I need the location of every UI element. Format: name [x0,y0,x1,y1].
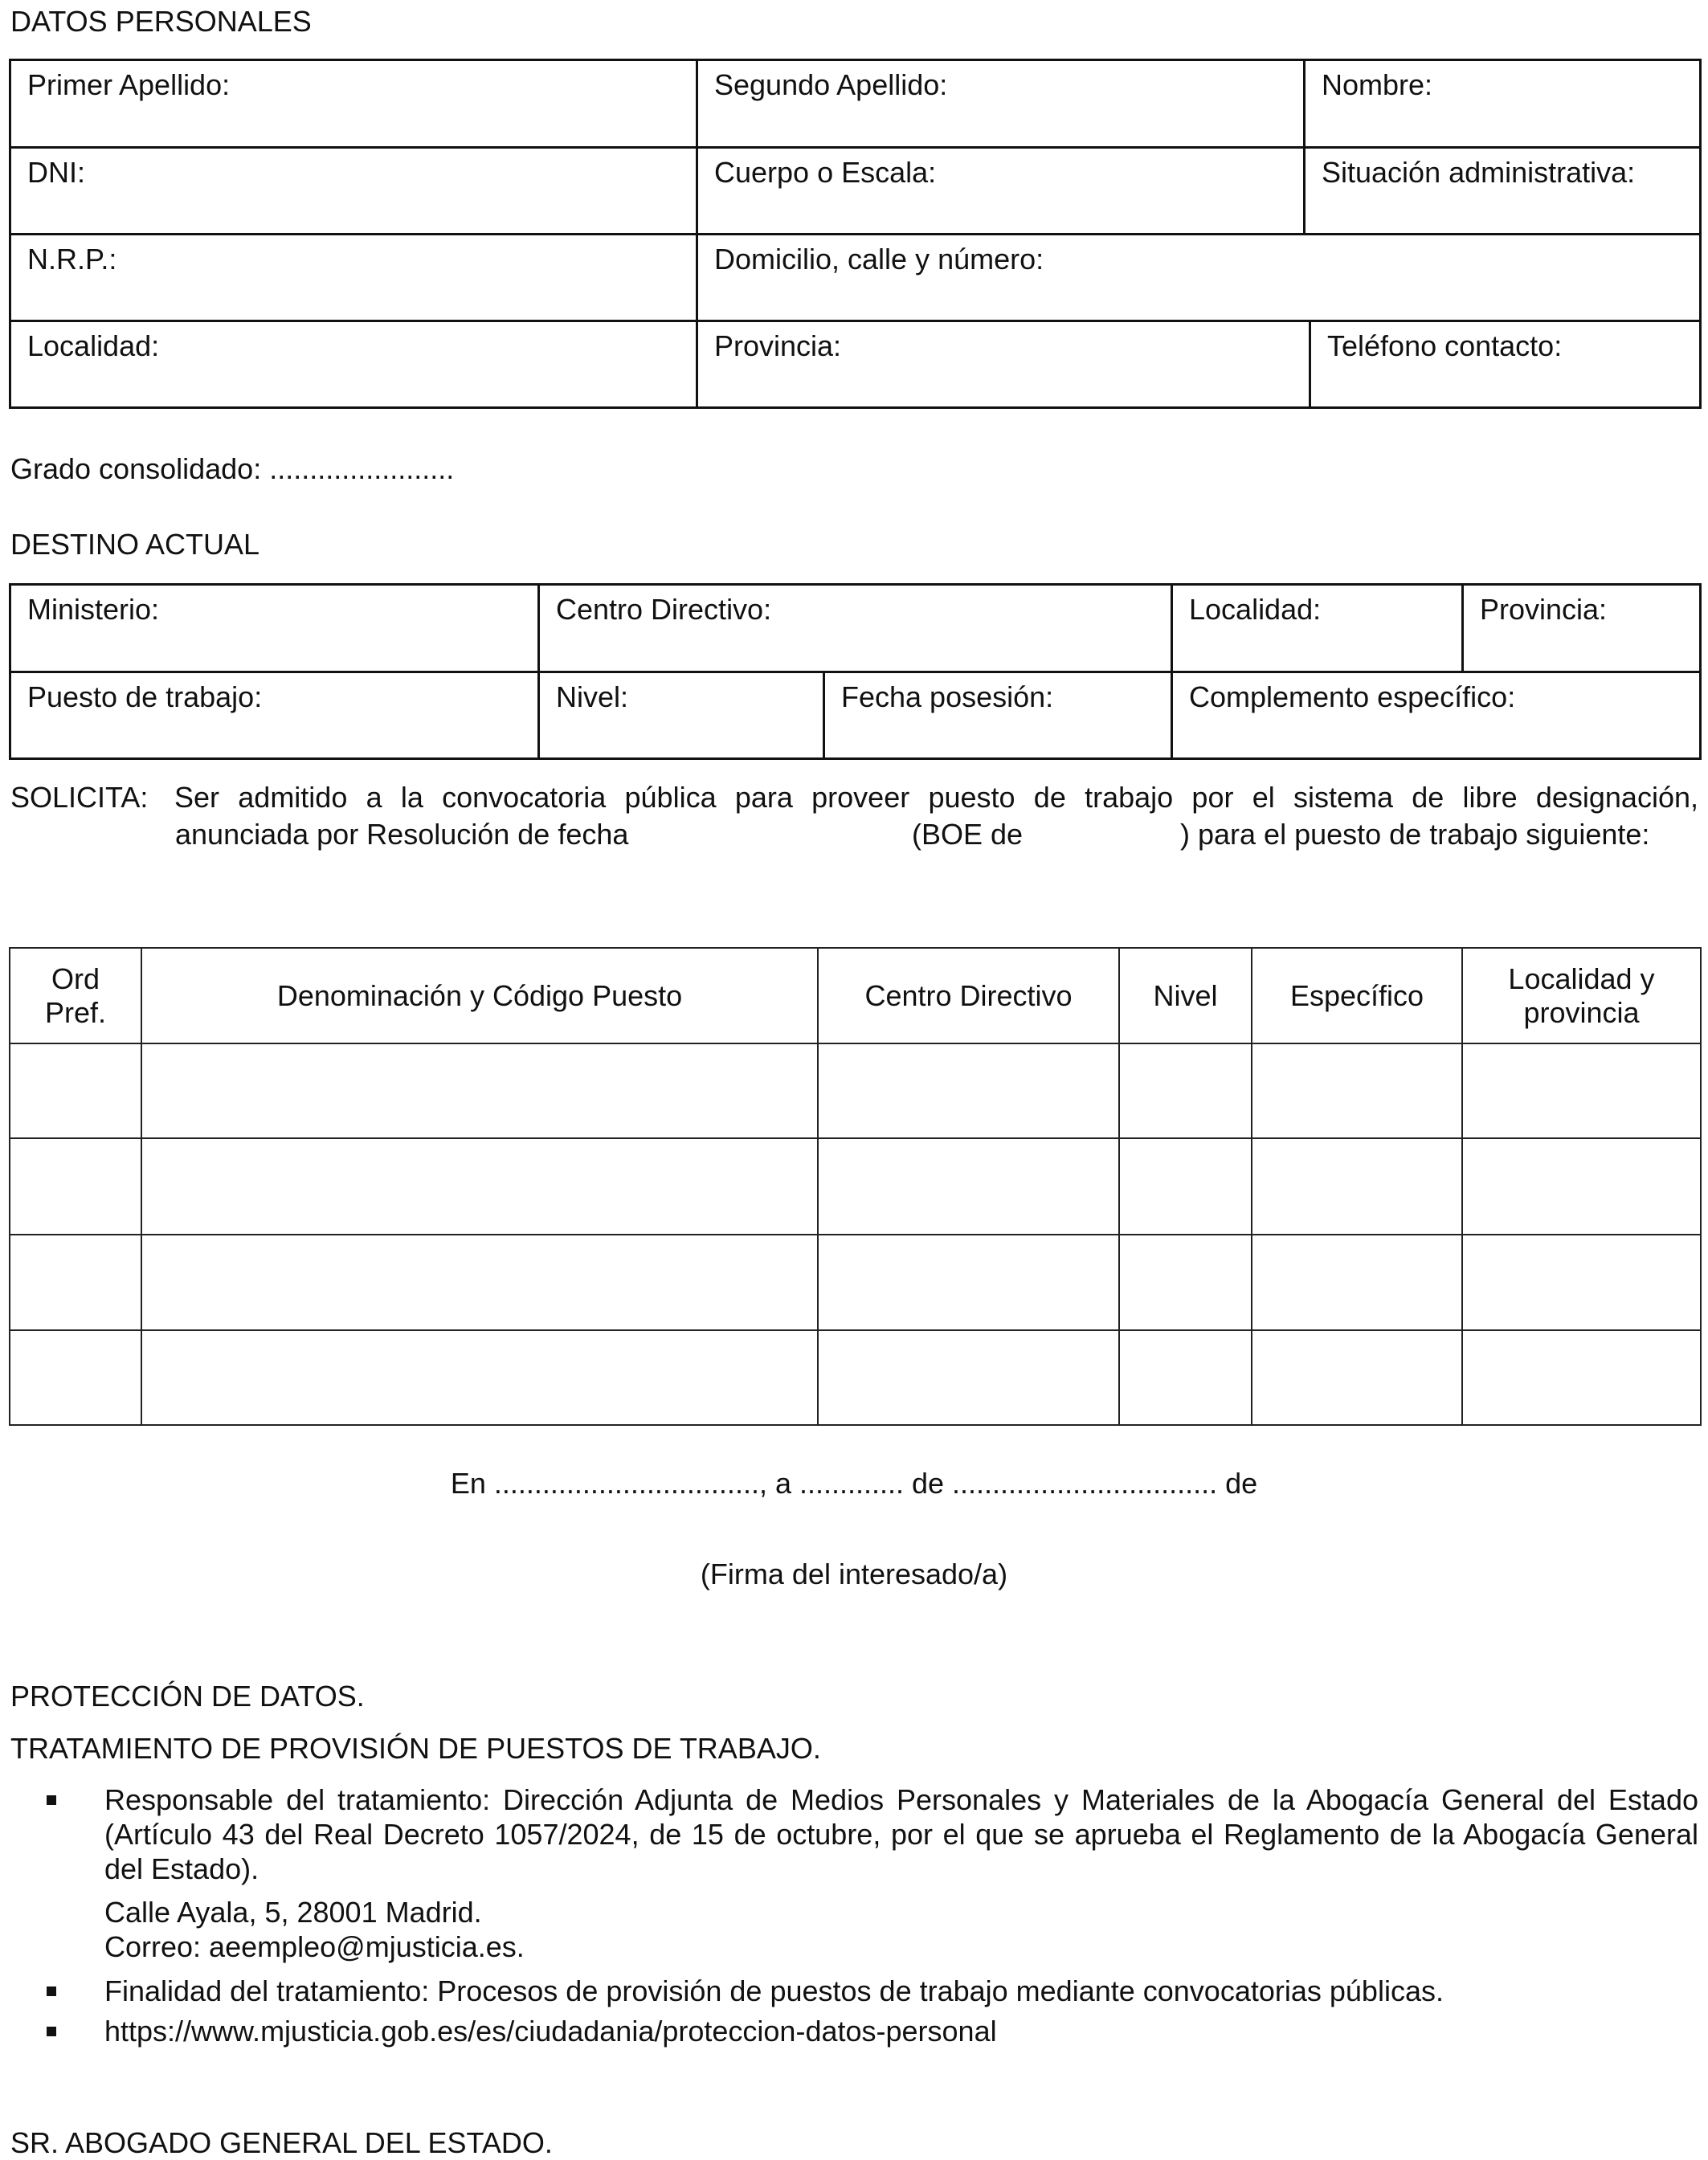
field-nombre[interactable] [1303,59,1702,149]
label: Provincia: [1480,593,1608,626]
table-cell[interactable] [817,1234,1120,1331]
field-fecha-posesion[interactable] [823,671,1173,760]
table-cell[interactable] [1461,1234,1702,1331]
proteccion-title: PROTECCIÓN DE DATOS. [10,1680,365,1713]
field-domicilio[interactable] [696,233,1702,322]
label: Fecha posesión: [841,680,1054,713]
table-cell[interactable] [1118,1234,1252,1331]
label: Segundo Apellido: [714,68,948,101]
solicita-line2a: anunciada por Resolución de fecha [175,818,629,851]
field-ministerio[interactable] [9,583,540,673]
table-cell[interactable] [817,1329,1120,1426]
bullet-icon [47,1986,56,1996]
label: Primer Apellido: [27,68,231,101]
header-denominacion: Denominación y Código Puesto [141,947,819,1044]
field-puesto-trabajo[interactable] [9,671,540,760]
proteccion-subtitle: TRATAMIENTO DE PROVISIÓN DE PUESTOS DE TRABAJO. [10,1732,821,1765]
table-cell[interactable] [1461,1329,1702,1426]
table-cell[interactable] [1461,1137,1702,1235]
label: Domicilio, calle y número: [714,243,1044,276]
label: Situación administrativa: [1322,156,1636,189]
label: Centro Directivo: [556,593,772,626]
table-cell[interactable] [1118,1043,1252,1139]
table-cell[interactable] [1461,1043,1702,1139]
grado-consolidado: Grado consolidado: ....................... [10,452,455,485]
table-cell[interactable] [141,1137,819,1235]
field-cuerpo-escala[interactable] [696,146,1306,235]
table-cell[interactable] [9,1329,142,1426]
table-cell[interactable] [141,1234,819,1331]
label: Nivel: [556,680,629,713]
label: DNI: [27,156,85,189]
header-text: provincia [1523,995,1640,1029]
label: Localidad: [27,329,160,362]
label: Puesto de trabajo: [27,680,263,713]
solicita-line2b: (BOE de [912,818,1024,851]
finalidad: Finalidad del tratamiento: Procesos de provisión de puestos de trabajo mediante convocatorias públicas. [104,1974,1444,2007]
table-cell[interactable] [817,1043,1120,1139]
table-cell[interactable] [141,1043,819,1139]
header-ord-pref [9,947,142,1044]
fecha-lugar-line: En ................................., a ............. de ................................. de [450,1467,1258,1500]
label: N.R.P.: [27,243,117,276]
correo: Correo: aeempleo@mjusticia.es. [104,1930,525,1963]
label: Teléfono contacto: [1327,329,1563,362]
label: Cuerpo o Escala: [714,156,937,189]
header-localidad-provincia [1461,947,1702,1044]
field-centro-directivo[interactable] [537,583,1173,673]
field-nrp[interactable] [9,233,698,322]
responsable-line2: (Artículo 43 del Real Decreto 1057/2024, de 15 de octubre, por el que se aprueba el Reglamento de la Abogacía General [104,1818,1698,1851]
table-cell[interactable] [1251,1329,1463,1426]
field-localidad-destino[interactable] [1171,583,1464,673]
destinatario: SR. ABOGADO GENERAL DEL ESTADO. [10,2126,553,2159]
label: Localidad: [1189,593,1322,626]
header-centro-directivo: Centro Directivo [817,947,1120,1044]
field-situacion-administrativa[interactable] [1303,146,1702,235]
field-segundo-apellido[interactable] [696,59,1306,149]
responsable-line1: Responsable del tratamiento: Dirección Adjunta de Medios Personales y Materiales de la Abogacía General del Estado [104,1783,1698,1816]
label: Ministerio: [27,593,160,626]
label: Complemento específico: [1189,680,1516,713]
table-cell[interactable] [9,1234,142,1331]
field-provincia-destino[interactable] [1461,583,1702,673]
bullet-icon [47,1795,56,1805]
header-text: Pref. [44,995,107,1029]
bullet-icon [47,2027,56,2036]
field-nivel[interactable] [537,671,825,760]
solicita-label: SOLICITA: [10,781,149,814]
table-cell[interactable] [1118,1137,1252,1235]
header-text: Localidad y [1508,962,1655,995]
solicita-line1: Ser admitido a la convocatoria pública para proveer puesto de trabajo por el sistema de libre designación, [174,781,1698,814]
field-provincia[interactable] [696,320,1311,409]
table-cell[interactable] [9,1137,142,1235]
firma-label: (Firma del interesado/a) [700,1558,1008,1590]
header-text: Ord [51,962,100,995]
table-cell[interactable] [1251,1043,1463,1139]
solicita-line2c: ) para el puesto de trabajo siguiente: [1180,818,1650,851]
label: Nombre: [1322,68,1433,101]
section-title-destino-actual: DESTINO ACTUAL [10,528,260,561]
section-title-datos-personales: DATOS PERSONALES [10,5,312,38]
proteccion-url-link[interactable]: https://www.mjusticia.gob.es/es/ciudadania/proteccion-datos-personal [104,2015,997,2048]
responsable-line3: del Estado). [104,1852,259,1885]
header-nivel: Nivel [1118,947,1252,1044]
field-dni[interactable] [9,146,698,235]
table-cell[interactable] [1118,1329,1252,1426]
field-complemento-especifico[interactable] [1171,671,1702,760]
header-especifico: Específico [1251,947,1463,1044]
table-cell[interactable] [9,1043,142,1139]
field-telefono[interactable] [1309,320,1702,409]
table-cell[interactable] [1251,1234,1463,1331]
table-cell[interactable] [817,1137,1120,1235]
direccion: Calle Ayala, 5, 28001 Madrid. [104,1896,482,1929]
label: Provincia: [714,329,842,362]
table-cell[interactable] [1251,1137,1463,1235]
field-primer-apellido[interactable] [9,59,698,149]
field-localidad[interactable] [9,320,698,409]
table-cell[interactable] [141,1329,819,1426]
